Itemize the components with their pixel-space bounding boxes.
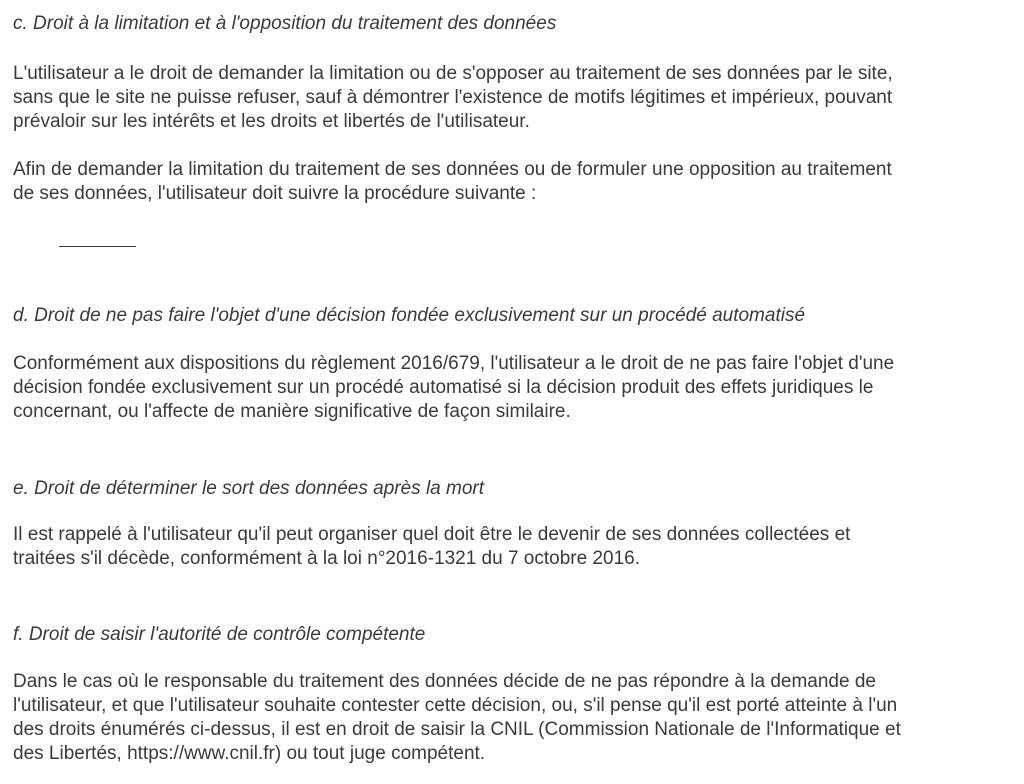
text-line: Dans le cas où le responsable du traitement des données décide de ne pas répondre à la demande de [13,671,876,692]
section-d-heading: d. Droit de ne pas faire l'objet d'une décision fondée exclusivement sur un procédé automatisé [13,305,806,326]
text-line: prévaloir sur les intérêts et les droits et libertés de l'utilisateur. [13,111,530,132]
section-e-paragraph-1 [13,523,850,571]
text-line: de ses données, l'utilisateur doit suivre la procédure suivante : [13,183,537,204]
section-c-paragraph-1 [13,62,893,134]
section-f-paragraph-1 [13,670,901,766]
procedure-blank [13,246,136,247]
text-line: traitées s'il décède, conformément à la loi n°2016-1321 du 7 octobre 2016. [13,548,641,569]
text-line: Afin de demander la limitation du traitement de ses données ou de formuler une opposition au traitement [13,159,892,180]
text-line: décision fondée exclusivement sur un procédé automatisé si la décision produit des effets juridiques le [13,377,874,398]
section-c-heading: c. Droit à la limitation et à l'opposition du traitement des données [13,13,557,34]
text-line: Conformément aux dispositions du règlement 2016/679, l'utilisateur a le droit de ne pas faire l'objet d'une [13,353,895,374]
section-d-paragraph-1 [13,352,894,424]
section-c-paragraph-2 [13,158,892,206]
text-line: L'utilisateur a le droit de demander la limitation ou de s'opposer au traitement de ses données par le site, [13,63,893,84]
blank-underline [59,246,136,247]
text-line: des droits énumérés ci-dessus, il est en droit de saisir la CNIL (Commission Nationale de l'Informatique et [13,719,901,740]
section-f-heading: f. Droit de saisir l'autorité de contrôle compétente [13,624,426,645]
text-line: l'utilisateur, et que l'utilisateur souhaite contester cette décision, ou, s'il pense qu'il est porté atteinte à l'un [13,695,898,716]
section-e-heading: e. Droit de déterminer le sort des données après la mort [13,478,485,499]
text-line: concernant, ou l'affecte de manière significative de façon similaire. [13,401,571,422]
text-line: sans que le site ne puisse refuser, sauf à démontrer l'existence de motifs légitimes et impérieux, pouvant [13,87,893,108]
text-line: des Libertés, https://www.cnil.fr) ou tout juge compétent. [13,743,486,764]
text-line: Il est rappelé à l'utilisateur qu'il peut organiser quel doit être le devenir de ses données collectées et [13,524,851,545]
